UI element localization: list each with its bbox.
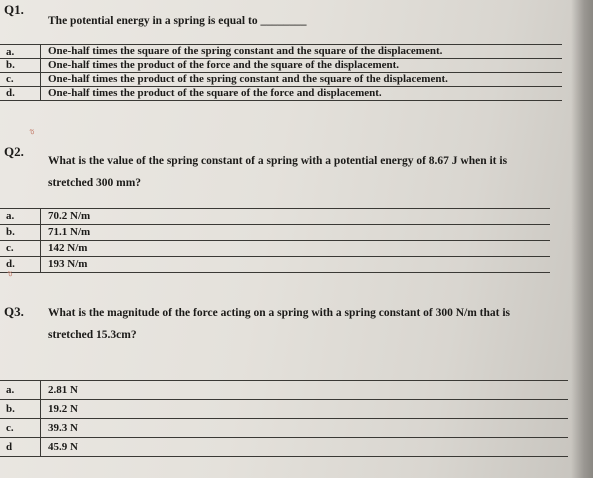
option-row[interactable] — [0, 45, 562, 59]
question-number: Q2. — [4, 144, 24, 159]
question-text: What is the magnitude of the force acting on a spring with a spring constant of 300 N/m that is stretched 15.3cm? — [48, 307, 511, 341]
question-text: The potential energy in a spring is equal to ________ — [48, 15, 307, 27]
option-letter: b. — [6, 403, 15, 415]
option-row[interactable] — [0, 381, 568, 400]
options-table — [0, 208, 550, 273]
option-row[interactable] — [0, 241, 550, 257]
option-text: One-half times the square of the spring constant and the square of the displacement. — [48, 45, 443, 57]
option-text: 39.3 N — [48, 422, 78, 434]
option-letter: a. — [6, 384, 15, 396]
option-text: One-half times the product of the force and the square of the displacement. — [48, 59, 400, 71]
option-row[interactable] — [0, 209, 550, 225]
option-letter: a. — [6, 210, 15, 222]
option-row[interactable] — [0, 225, 550, 241]
page-edge-shadow — [571, 0, 593, 478]
option-letter: c. — [6, 242, 14, 254]
option-text: 70.2 N/m — [48, 210, 91, 222]
options-table — [0, 44, 562, 101]
option-letter: d — [6, 441, 13, 453]
option-letter: d. — [6, 258, 15, 270]
question-number: Q1. — [4, 2, 24, 17]
option-text: 45.9 N — [48, 441, 78, 453]
option-text: 193 N/m — [48, 258, 88, 270]
option-text: One-half times the product of the spring constant and the square of the displacement. — [48, 73, 448, 85]
option-text: 2.81 N — [48, 384, 78, 396]
option-row[interactable] — [0, 73, 562, 87]
question-number: Q3. — [4, 304, 24, 319]
option-letter: b. — [6, 226, 15, 238]
option-row[interactable] — [0, 400, 568, 419]
option-row[interactable] — [0, 257, 550, 273]
option-text: 19.2 N — [48, 403, 78, 415]
option-text: One-half times the product of the square of the force and displacement. — [48, 87, 382, 99]
option-row[interactable] — [0, 438, 568, 457]
option-text: 142 N/m — [48, 242, 88, 254]
option-letter: d. — [6, 87, 15, 99]
option-row[interactable] — [0, 87, 562, 101]
handwritten-mark: ᐡ̃ — [8, 270, 13, 284]
options-table — [0, 380, 568, 457]
question-text: What is the value of the spring constant of a spring with a potential energy of 8.67 J when it is stretched 300 mm? — [48, 155, 508, 189]
handwritten-mark: ᐡ̃ — [30, 128, 35, 142]
option-row[interactable] — [0, 59, 562, 73]
option-row[interactable] — [0, 419, 568, 438]
option-letter: b. — [6, 59, 15, 71]
option-text: 71.1 N/m — [48, 226, 91, 238]
option-letter: c. — [6, 422, 14, 434]
option-letter: a. — [6, 46, 15, 58]
option-letter: c. — [6, 73, 14, 85]
